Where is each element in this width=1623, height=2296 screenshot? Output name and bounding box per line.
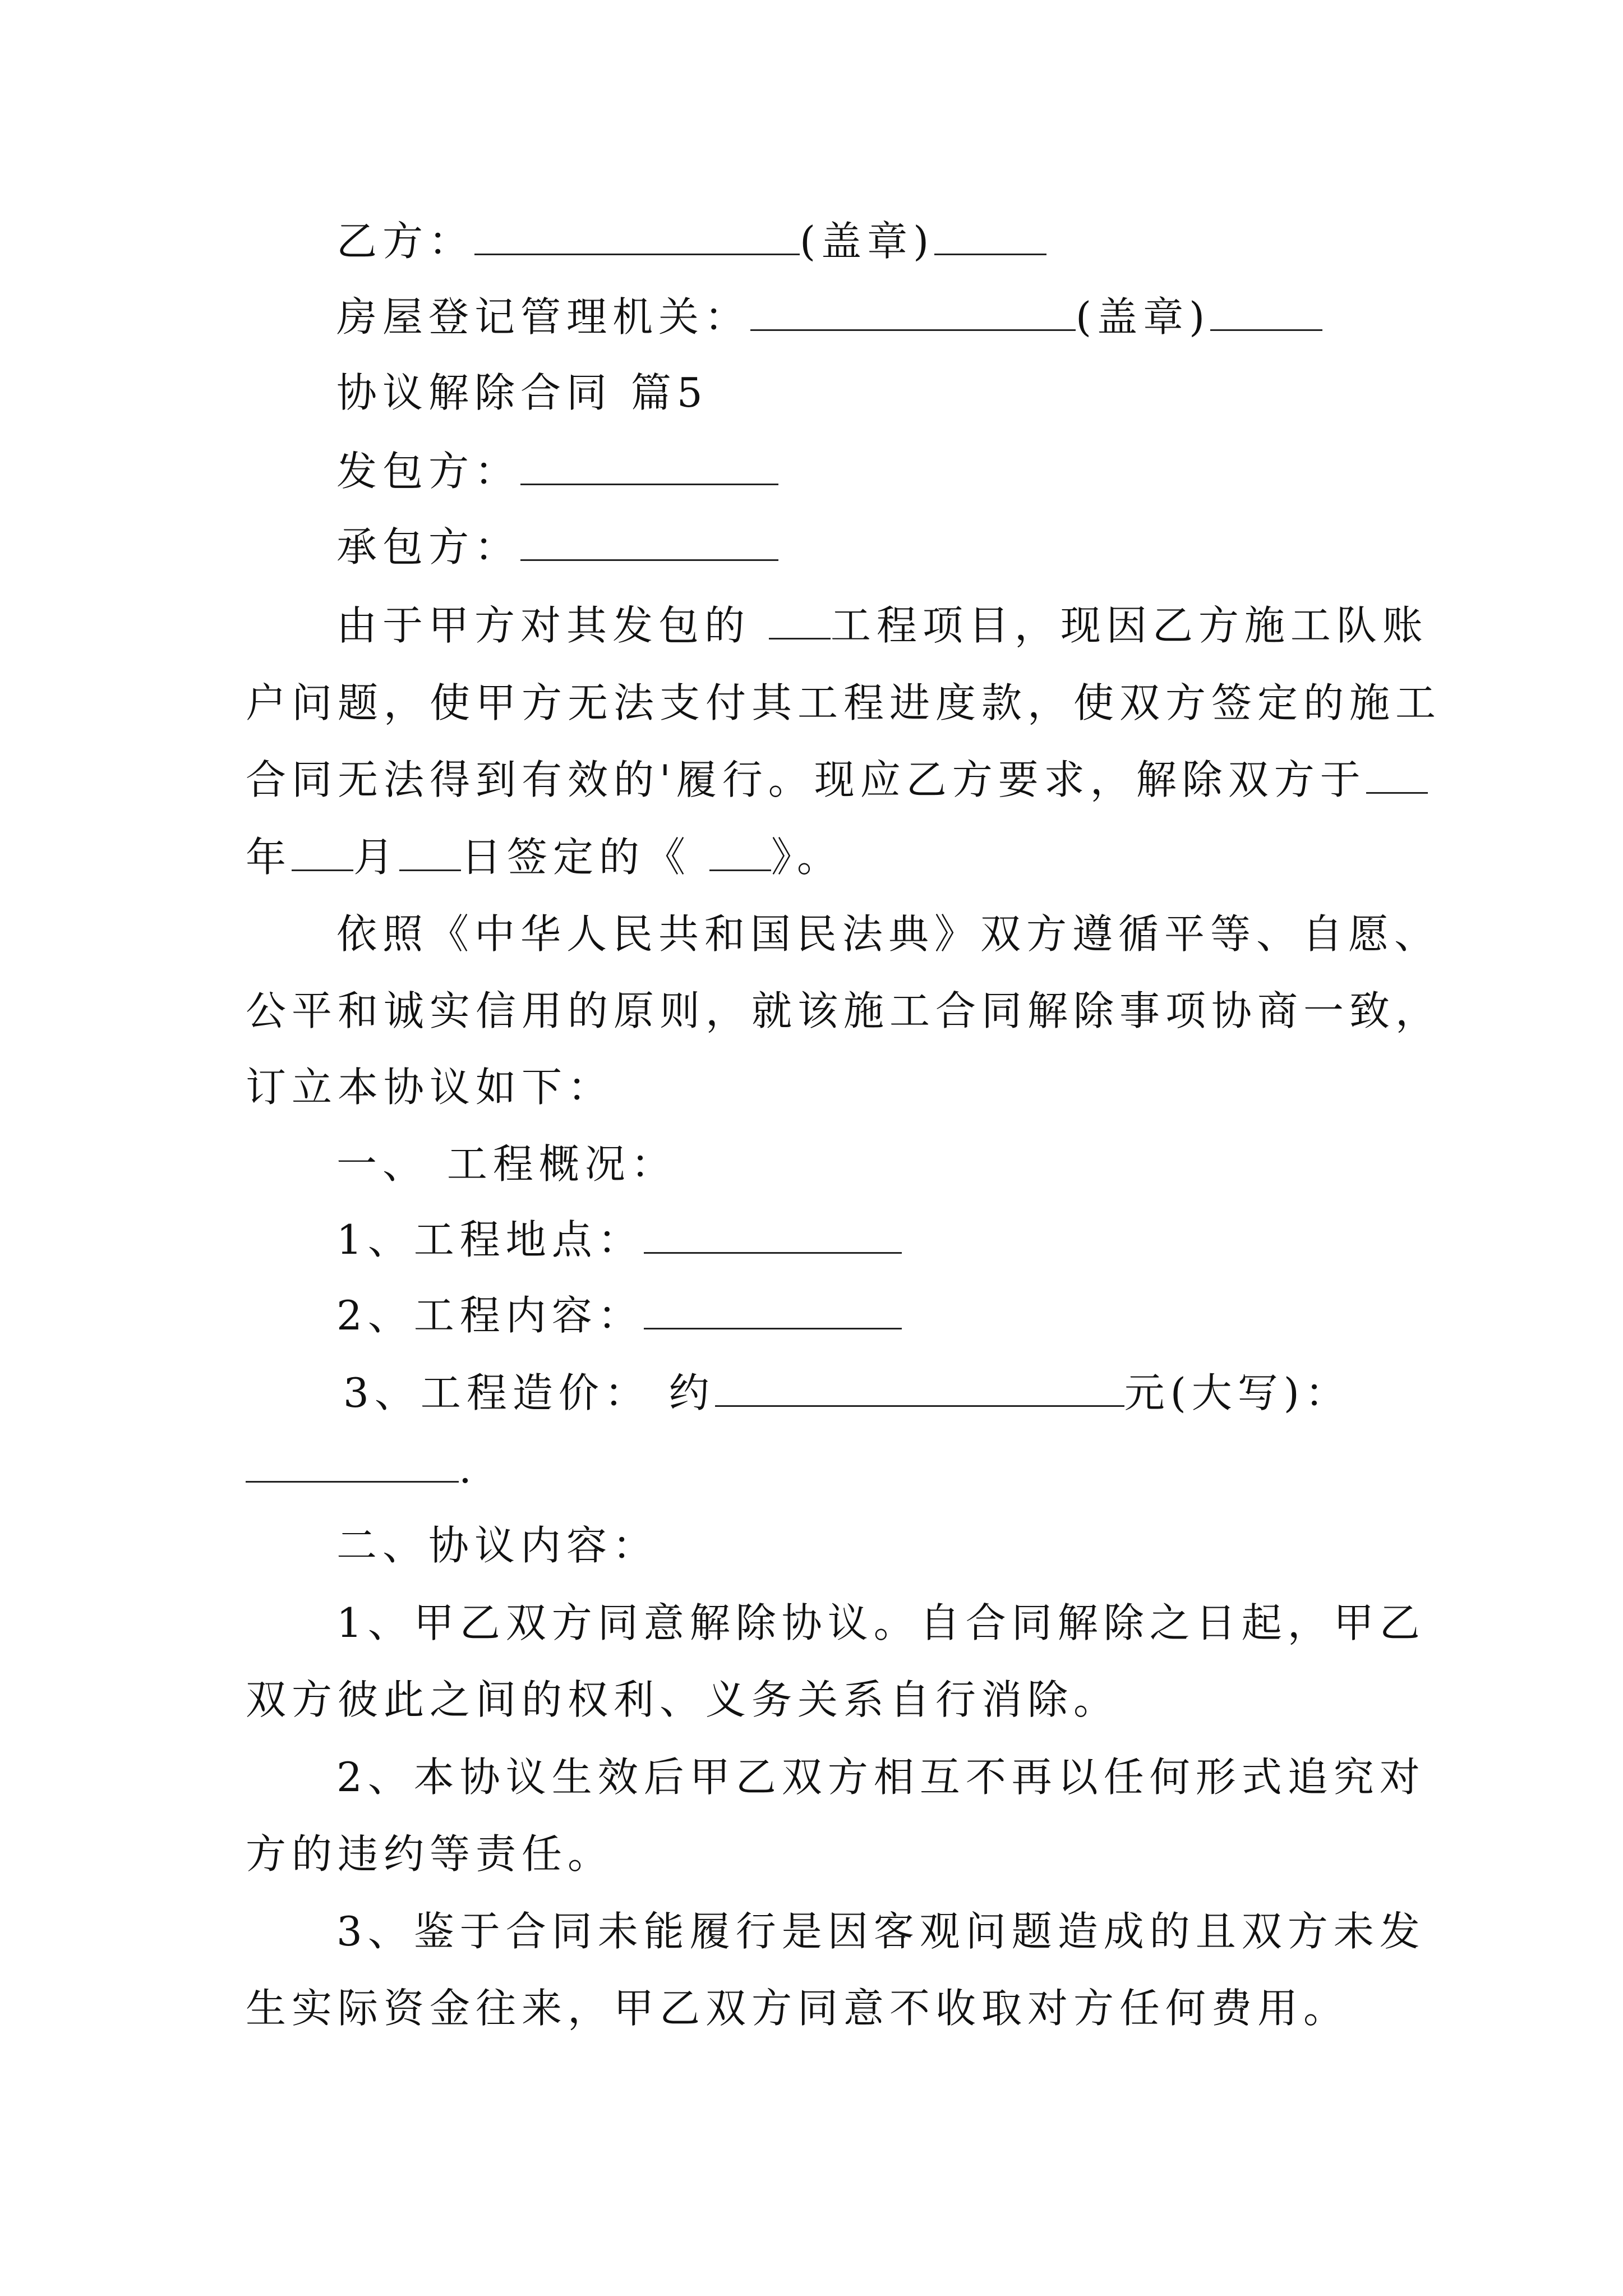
blank-line bbox=[520, 450, 778, 485]
text-run: 2、工程内容： bbox=[336, 1292, 644, 1339]
section-title: 协议解除合同 篇5 bbox=[336, 369, 708, 416]
paragraph-line: 方的违约等责任。 bbox=[246, 1830, 614, 1878]
seal-label: (盖章) bbox=[800, 218, 935, 265]
registry-line bbox=[336, 289, 1514, 345]
item-line bbox=[336, 1212, 1514, 1268]
paragraph-line: 生实际资金往来，甲乙双方同意不收取对方任何费用。 bbox=[246, 1985, 1350, 2032]
blank-line bbox=[246, 1447, 459, 1483]
blank-line bbox=[769, 604, 831, 639]
text-run: 年 bbox=[246, 834, 292, 881]
contractor-label: 承包方： bbox=[336, 523, 521, 570]
paragraph-line: 户问题，使甲方无法支付其工程进度款，使双方签定的施工 bbox=[246, 679, 1442, 726]
item-line bbox=[336, 1287, 1514, 1343]
paragraph-line: 依照《中华人民共和国民法典》双方遵循平等、自愿、 bbox=[336, 910, 1441, 958]
blank-line bbox=[715, 1372, 1124, 1407]
paragraph-line bbox=[336, 597, 1514, 654]
party-b-line bbox=[336, 213, 1514, 269]
text-run: 月 bbox=[353, 834, 400, 881]
blank-line bbox=[520, 526, 778, 561]
registry-label: 房屋登记管理机关： bbox=[336, 293, 751, 341]
blank-line bbox=[1366, 758, 1428, 794]
paragraph-line bbox=[246, 829, 1423, 885]
text-run: 工程项目，现因乙方施工队账 bbox=[830, 602, 1428, 649]
blank-line bbox=[474, 220, 800, 255]
paragraph-line: 公平和诚实信用的原则，就该施工合同解除事项协商一致， bbox=[246, 987, 1442, 1034]
paragraph-line: 双方彼此之间的权利、义务关系自行消除。 bbox=[246, 1676, 1120, 1723]
item-line bbox=[246, 1441, 1423, 1497]
paragraph-line: 订立本协议如下： bbox=[246, 1064, 614, 1111]
blank-line bbox=[1210, 296, 1322, 331]
blank-line bbox=[292, 836, 353, 871]
contractor-issuer-label: 发包方： bbox=[336, 448, 521, 495]
party-b-label: 乙方： bbox=[336, 218, 475, 265]
blank-line bbox=[399, 836, 461, 871]
item-line bbox=[343, 1365, 1521, 1421]
text-run: 3、工程造价： 约 bbox=[343, 1369, 715, 1416]
text-run: 1、工程地点： bbox=[336, 1216, 644, 1263]
blank-line bbox=[644, 1218, 902, 1254]
seal-label: (盖章) bbox=[1076, 293, 1211, 341]
text-run: 》。 bbox=[771, 834, 843, 881]
blank-line bbox=[709, 836, 771, 871]
section-heading: 二、协议内容： bbox=[336, 1522, 659, 1569]
text-run: . bbox=[459, 1445, 477, 1492]
paragraph-line bbox=[246, 752, 1423, 808]
blank-line bbox=[934, 220, 1046, 255]
text-run: 由于甲方对其发包的 bbox=[336, 602, 769, 649]
blank-line bbox=[750, 296, 1076, 331]
paragraph-line: 1、甲乙双方同意解除协议。自合同解除之日起，甲乙 bbox=[336, 1599, 1426, 1646]
paragraph-line: 2、本协议生效后甲乙双方相互不再以任何形式追究对 bbox=[336, 1754, 1426, 1801]
section-heading: 一、 工程概况： bbox=[336, 1140, 677, 1188]
contractor-line bbox=[336, 519, 1514, 575]
paragraph-line: 3、鉴于合同未能履行是因客观问题造成的且双方未发 bbox=[336, 1908, 1426, 1955]
contractor-issuer-line bbox=[336, 443, 1514, 499]
blank-line bbox=[644, 1294, 902, 1329]
text-run: 合同无法得到有效的'履行。现应乙方要求，解除双方于 bbox=[246, 756, 1366, 803]
text-run: 日签定的《 bbox=[461, 834, 709, 881]
text-run: 元(大写)： bbox=[1124, 1369, 1351, 1416]
